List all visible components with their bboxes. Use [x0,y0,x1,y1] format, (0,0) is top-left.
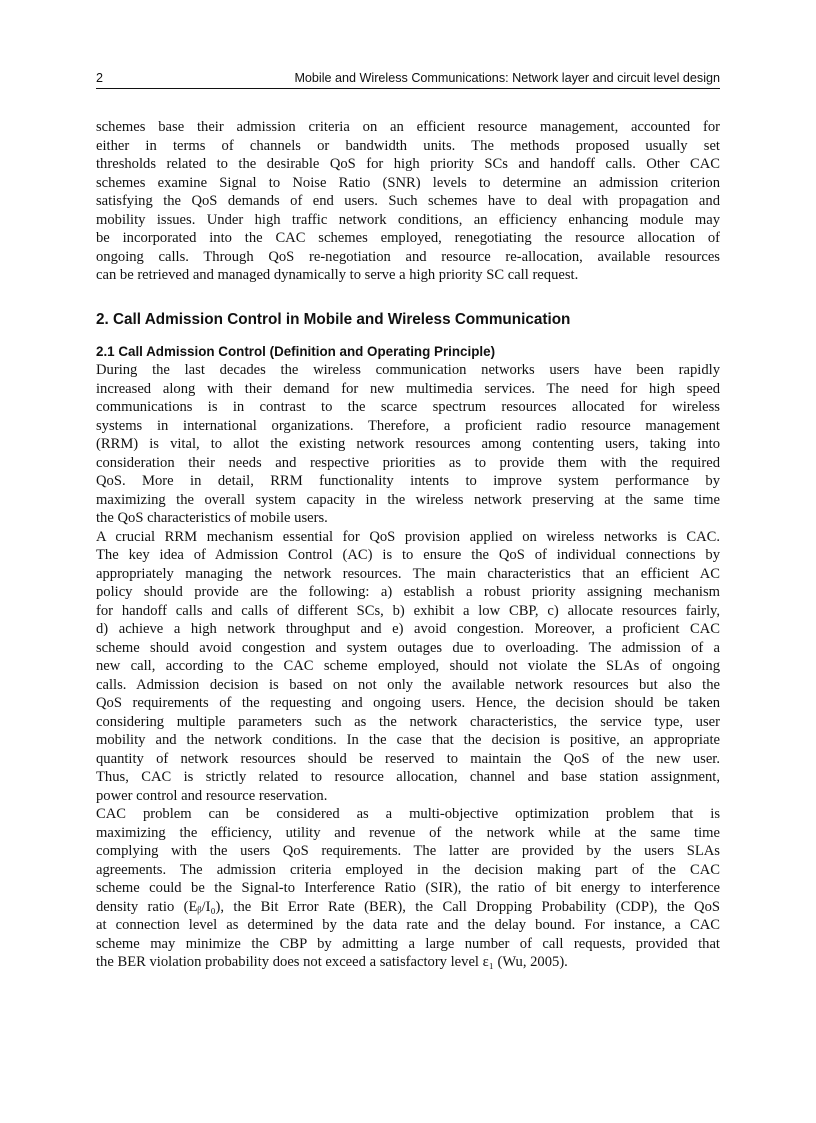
text-line: systems in international organizations. Therefore, a proficient radio resource management [96,417,720,434]
text-line: the BER violation probability does not exceed a satisfactory level ε₁ (Wu, 2005). [96,954,568,970]
text-line: policy should provide are the following: a) establish a robust priority assigning mechanism [96,584,720,600]
text-line: QoS requirements of the requesting and ongoing users. Hence, the decision should be taken [96,695,720,711]
text-line: power control and resource reservation. [96,787,328,804]
text-line: schemes base their admission criteria on an efficient resource management, accounted for [96,119,720,135]
text-line: new call, according to the CAC scheme employed, should not violate the SLAs of ongoing [96,658,720,674]
text-line: density ratio (Eᵦ/I₀), the Bit Error Rate (BER), the Call Dropping Probability (CDP), the QoS [96,898,720,915]
running-header [96,71,720,89]
text-line: consideration their needs and respective priorities as to provide them with the required [96,454,720,471]
text-line: thresholds related to the desirable QoS for high priority SCs and handoff calls. Other CAC [96,156,720,172]
text-line: complying with the users QoS requirements. The latter are provided by the users SLAs [96,843,720,859]
text-line: ongoing calls. Through QoS re-negotiation and resource re-allocation, available resources [96,248,720,265]
text-line: scheme should avoid congestion and system outages due to overloading. The admission of a [96,639,720,656]
text-line: considering multiple parameters such as the network characteristics, the service type, user [96,713,720,730]
text-line: quantity of network resources should be reserved to maintain the QoS of the new user. [96,750,720,767]
paragraph [96,805,720,972]
text-line: satisfying the QoS demands of end users. Such schemes have to deal with propagation and [96,193,720,209]
text-line: mobility issues. Under high traffic network conditions, an efficiency enhancing module may [96,211,720,228]
text-line: be incorporated into the CAC schemes employed, renegotiating the resource allocation of [96,230,720,246]
paragraph [96,528,720,806]
text-line: at connection level as determined by the data rate and the delay bound. For instance, a CAC [96,917,720,933]
text-line: A crucial RRM mechanism essential for QoS provision applied on wireless networks is CAC. [96,528,720,545]
text-line: for handoff calls and calls of different SCs, b) exhibit a low CBP, c) allocate resources fairly, [96,602,720,619]
text-line: (RRM) is vital, to allot the existing network resources among contenting users, taking into [96,436,720,452]
paragraph [96,361,720,528]
section-body [96,361,720,972]
text-line: schemes examine Signal to Noise Ratio (SNR) levels to determine an admission criterion [96,174,720,191]
text-line: appropriately managing the network resources. The main characteristics that an efficient AC [96,565,720,582]
text-line: calls. Admission decision is based on not only the available network resources but also the [96,676,720,693]
text-line: d) achieve a high network throughput and e) avoid congestion. Moreover, a proficient CAC [96,621,720,637]
text-line: either in terms of channels or bandwidth units. The methods proposed usually set [96,137,720,154]
text-line: CAC problem can be considered as a multi-objective optimization problem that is [96,806,720,822]
text-line: Thus, CAC is strictly related to resource allocation, channel and base station assignment, [96,769,720,785]
text-line: The key idea of Admission Control (AC) is to ensure the QoS of individual connections by [96,547,720,563]
text-line: increased along with their demand for new multimedia services. The need for high speed [96,380,720,397]
text-line: During the last decades the wireless communication networks users have been rapidly [96,362,720,378]
text-line: can be retrieved and managed dynamically to serve a high priority SC call request. [96,267,579,283]
running-title: Mobile and Wireless Communications: Network layer and circuit level design [294,71,720,85]
text-line: scheme may minimize the CBP by admitting a large number of call requests, provided that [96,935,720,952]
text-line: communications is in contrast to the scarce spectrum resources allocated for wireless [96,399,720,415]
text-line: QoS. More in detail, RRM functionality intents to improve system performance by [96,473,720,489]
intro-paragraph [96,118,720,285]
section-heading: 2. Call Admission Control in Mobile and Wireless Communication [96,311,571,328]
text-line: the QoS characteristics of mobile users. [96,510,328,526]
text-line: mobility and the network conditions. In the case that the decision is positive, an appropriate [96,732,720,748]
text-line: scheme could be the Signal-to Interference Ratio (SIR), the ratio of bit energy to interference [96,880,720,896]
page-number: 2 [96,71,104,85]
text-line: agreements. The admission criteria employed in the decision making part of the CAC [96,861,720,878]
subsection-heading: 2.1 Call Admission Control (Definition and Operating Principle) [96,344,496,359]
text-line: maximizing the overall system capacity in the wireless network preserving at the same time [96,491,720,508]
text-line: maximizing the efficiency, utility and revenue of the network while at the same time [96,824,720,841]
